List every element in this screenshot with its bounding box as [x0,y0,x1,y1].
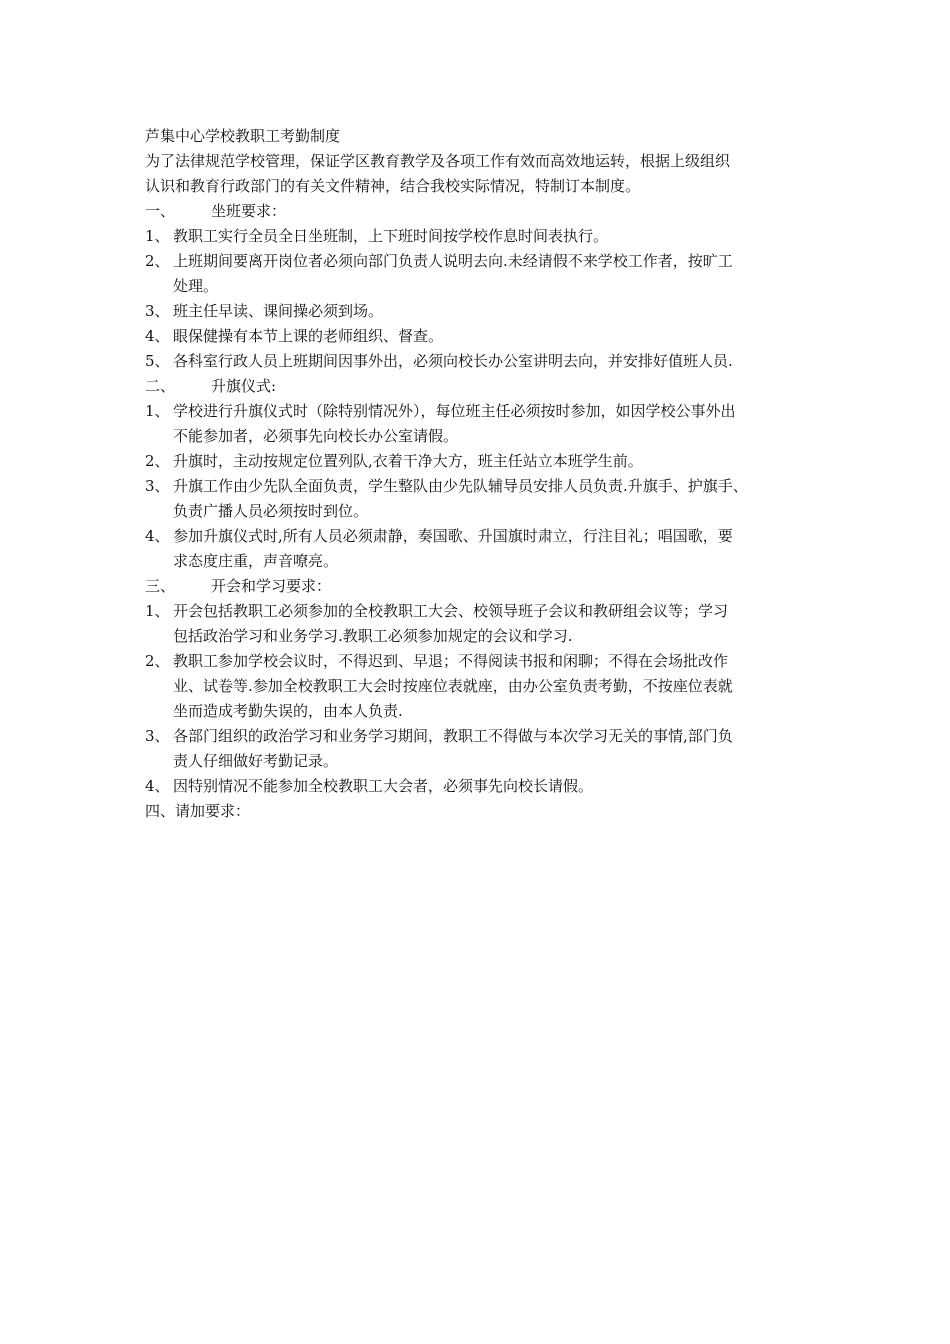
section-title: 开会和学习要求： [211,577,332,595]
item-number: 4、 [145,777,170,795]
item-text: 升旗时，主动按规定位置列队,衣着干净大方，班主任站立本班学生前。 [173,452,643,470]
list-item [145,449,825,474]
item-number: 2、 [145,652,170,670]
item-number: 1、 [145,227,170,245]
item-text: 教职工实行全员全日坐班制，上下班时间按学校作息时间表执行。 [173,227,609,245]
list-item [145,649,825,724]
item-text: 因特别情况不能参加全校教职工大会者，必须事先向校长请假。 [173,777,594,795]
item-text: 不能参加者，必须事先向校长办公室请假。 [173,427,459,445]
item-text: 各科室行政人员上班期间因事外出，必须向校长办公室讲明去向，并安排好值班人员. [173,352,733,370]
item-text: 开会包括教职工必须参加的全校教职工大会、校领导班子会议和教研组会议等；学习 [173,602,729,620]
list-item [145,724,825,774]
section-title: 坐班要求： [211,202,287,220]
list-item [145,774,825,799]
list-item [145,349,825,374]
item-text: 学校进行升旗仪式时（除特别情况外），每位班主任必须按时参加，如因学校公事外出 [173,402,736,420]
item-number: 3、 [145,727,170,745]
item-number: 1、 [145,602,170,620]
section-heading-4: 四、请加要求： [145,802,251,820]
list-item [145,249,825,299]
item-number: 3、 [145,302,170,320]
item-text: 眼保健操有本节上课的老师组织、督查。 [173,327,444,345]
item-text: 包括政治学习和业务学习.教职工必须参加规定的会议和学习. [173,627,573,645]
section-number: 二、 [145,377,176,395]
document-body [145,124,825,824]
list-item [145,524,825,574]
list-item [145,299,825,324]
list-item [145,224,825,249]
item-text: 参加升旗仪式时,所有人员必须肃静，奏国歌、升国旗时肃立，行注目礼；唱国歌，要 [173,527,733,545]
item-number: 3、 [145,477,170,495]
item-text: 处理。 [173,277,219,295]
section-heading-2 [145,374,825,399]
list-item [145,599,825,649]
item-number: 2、 [145,452,170,470]
section-heading-1 [145,199,825,224]
intro-line-1: 为了法律规范学校管理，保证学区教育教学及各项工作有效而高效地运转，根据上级组织 [145,152,731,170]
section-title: 升旗仪式: [211,377,277,395]
item-text: 各部门组织的政治学习和业务学习期间，教职工不得做与本次学习无关的事情,部门负 [173,727,733,745]
item-text: 负责广播人员必须按时到位。 [173,502,369,520]
item-number: 4、 [145,527,170,545]
list-item [145,324,825,349]
item-text: 坐而造成考勤失误的，由本人负责. [173,702,403,720]
section-heading-3 [145,574,825,599]
document-title: 芦集中心学校教职工考勤制度 [145,127,341,145]
item-text: 教职工参加学校会议时，不得迟到、早退；不得阅读书报和闲聊；不得在会场批改作 [173,652,729,670]
item-text: 升旗工作由少先队全面负责，学生整队由少先队辅导员安排人员负责.升旗手、护旗手、 [173,477,748,495]
list-item [145,474,825,524]
list-item [145,399,825,449]
item-number: 2、 [145,252,170,270]
intro-line-2: 认识和教育行政部门的有关文件精神，结合我校实际情况，特制订本制度。 [145,177,641,195]
item-text: 业、试卷等.参加全校教职工大会时按座位表就座，由办公室负责考勤，不按座位表就 [173,677,733,695]
section-number: 三、 [145,577,176,595]
item-number: 5、 [145,352,170,370]
item-number: 1、 [145,402,170,420]
section-number: 一、 [145,202,176,220]
item-number: 4、 [145,327,170,345]
item-text: 责人仔细做好考勤记录。 [173,752,339,770]
item-text: 上班期间要离开岗位者必须向部门负责人说明去向.未经请假不来学校工作者，按旷工 [173,252,733,270]
item-text: 求态度庄重，声音嘹亮。 [173,552,339,570]
item-text: 班主任早读、课间操必须到场。 [173,302,384,320]
